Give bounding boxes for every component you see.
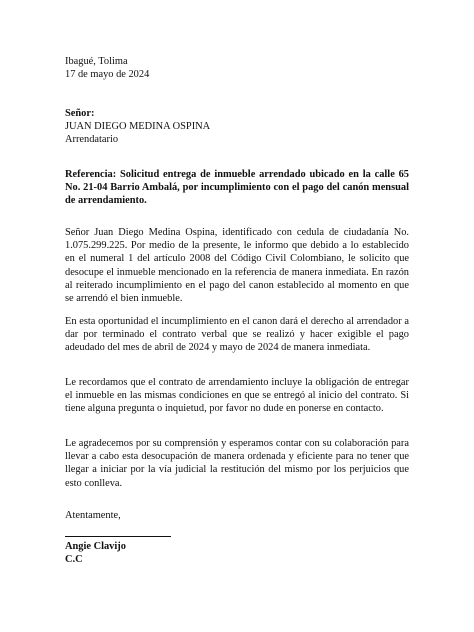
- recipient-role: Arrendatario: [65, 134, 119, 146]
- body-paragraph-1: Señor Juan Diego Medina Ospina, identificado con cedula de ciudadanía No. 1.075.299.225. Por medio de la presente, le informo que debido a lo establecido en el numeral 1 del artículo 2008 del Código Civil Colombiano, le solicito que desocupe el inmueble mencionado en la referencia de manera inmediata. En razón al reiterado incumplimiento en el pago del canon establecido al momento en que se arrendó el bien inmueble.: [65, 227, 409, 305]
- body-paragraph-3: Le recordamos que el contrato de arrendamiento incluye la obligación de entregar el inmueble en las mismas condiciones en que se entregó al inicio del contrato. Si tiene alguna pregunta o inquietud, por favor no dude en ponerse en contacto.: [65, 377, 409, 415]
- signature-block: [65, 540, 409, 566]
- body-paragraph-2: En esta oportunidad el incumplimiento en el canon dará el derecho al arrendador a dar por terminado el contrato verbal que se realizó y hacer exigible el pago adeudado del mes de abril de 2024 y mayo de 2024 de manera inmediata.: [65, 316, 409, 354]
- salutation: Señor:: [65, 108, 95, 119]
- letter-header: [65, 55, 409, 81]
- place-line: Ibagué, Tolima: [65, 56, 128, 67]
- recipient-block: [65, 107, 409, 147]
- closing-text: Atentamente,: [65, 510, 121, 521]
- body-paragraph-4: Le agradecemos por su comprensión y esperamos contar con su colaboración para llevar a cabo esta desocupación de manera ordenada y eficiente para no tener que llegar a iniciar por la vía judicial la restitución del mismo por los perjuicios que esto conlleva.: [65, 438, 409, 489]
- reference-paragraph: Referencia: Solicitud entrega de inmueble arrendado ubicado en la calle 65 No. 21-04 Barrio Ambalá, por incumplimiento con el pago del canón mensual de arrendamiento.: [65, 169, 409, 207]
- signature-name: Angie Clavijo: [65, 541, 126, 552]
- closing: [65, 477, 409, 522]
- date-line: 17 de mayo de 2024: [65, 69, 150, 81]
- signature-line: [65, 536, 171, 537]
- recipient-name: JUAN DIEGO MEDINA OSPINA: [65, 121, 211, 133]
- signature-id-label: C.C: [65, 554, 83, 566]
